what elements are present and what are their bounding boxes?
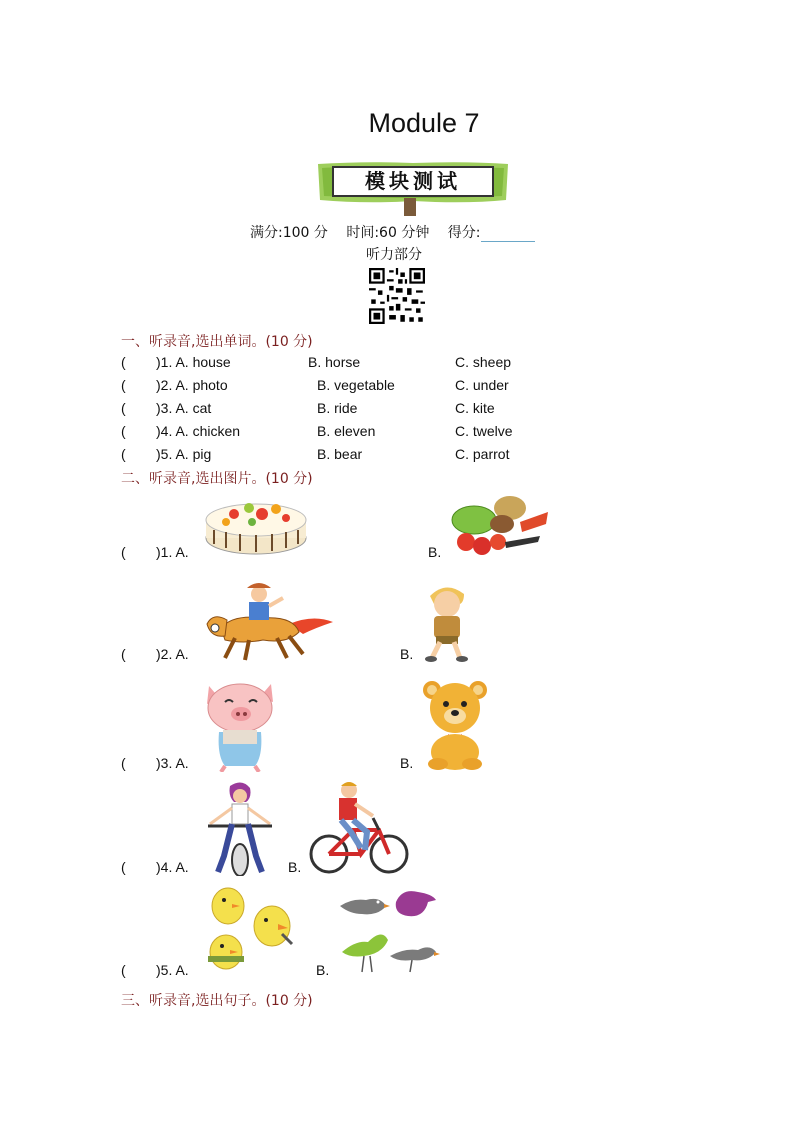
answer-paren[interactable]: ( [121,962,126,978]
horse-rider-icon[interactable] [203,578,335,662]
section-2-heading: 二、听录音,选出图片。(10 分) [121,471,313,487]
option-b: B. ride [317,400,358,416]
pig-icon[interactable] [203,676,277,772]
boy-walking-icon[interactable] [420,580,474,662]
answer-paren[interactable]: ( [121,544,126,560]
question-row [121,423,541,445]
listening-part-label: 听力部分 [366,247,422,263]
option-a: )3. A. cat [156,400,212,416]
option-b: B. bear [317,446,363,462]
score-blank[interactable] [481,227,535,242]
birds-icon[interactable] [338,884,440,976]
option-a: )1. A. house [156,354,231,370]
option-a-label: )2. A. [156,646,189,662]
answer-paren[interactable]: ( [121,377,126,393]
option-b: B. eleven [317,423,376,439]
option-b-label: B. [428,544,442,560]
vegetables-icon[interactable] [450,492,552,558]
option-b-label: B. [316,962,330,978]
girl-riding-bike-icon[interactable] [204,780,276,876]
answer-paren[interactable]: ( [121,859,126,875]
option-c: C. parrot [455,446,510,462]
module-test-banner [316,160,510,216]
option-a-label: )3. A. [156,755,189,771]
cake-icon[interactable] [204,494,308,558]
answer-paren[interactable]: ( [121,400,126,416]
section-3-heading: 三、听录音,选出句子。(10 分) [121,993,313,1009]
boy-riding-bike-icon[interactable] [309,780,409,876]
answer-paren[interactable]: ( [121,755,126,771]
option-c: C. sheep [455,354,512,370]
banner-label: 模块测试 [332,166,494,197]
answer-paren[interactable]: ( [121,423,126,439]
chicks-icon[interactable] [204,884,296,974]
option-b-label: B. [400,755,414,771]
option-a-label: )1. A. [156,544,189,560]
question-row [121,400,541,422]
answer-paren[interactable]: ( [121,354,126,370]
option-b-label: B. [400,646,414,662]
question-row [121,377,541,399]
option-a: )2. A. photo [156,377,228,393]
question-row [121,354,541,376]
score-label: 得分: [447,225,481,241]
option-a-label: )5. A. [156,962,189,978]
qr-code-icon[interactable] [369,268,425,324]
option-a: )4. A. chicken [156,423,241,439]
answer-paren[interactable]: ( [121,646,126,662]
option-a-label: )4. A. [156,859,189,875]
option-b-label: B. [288,859,302,875]
answer-paren[interactable]: ( [121,446,126,462]
page-title: Module 7 [368,108,480,138]
option-b: B. vegetable [317,377,395,393]
time-limit: 时间:60 分钟 [346,225,430,241]
option-c: C. kite [455,400,495,416]
option-c: C. under [455,377,509,393]
teddy-bear-icon[interactable] [422,676,488,770]
question-row [121,446,541,468]
section-1-heading: 一、听录音,选出单词。(10 分) [121,334,313,350]
option-a: )5. A. pig [156,446,212,462]
option-c: C. twelve [455,423,513,439]
full-score: 满分:100 分 [250,225,328,241]
option-b: B. horse [308,354,361,370]
score-line [250,222,549,242]
